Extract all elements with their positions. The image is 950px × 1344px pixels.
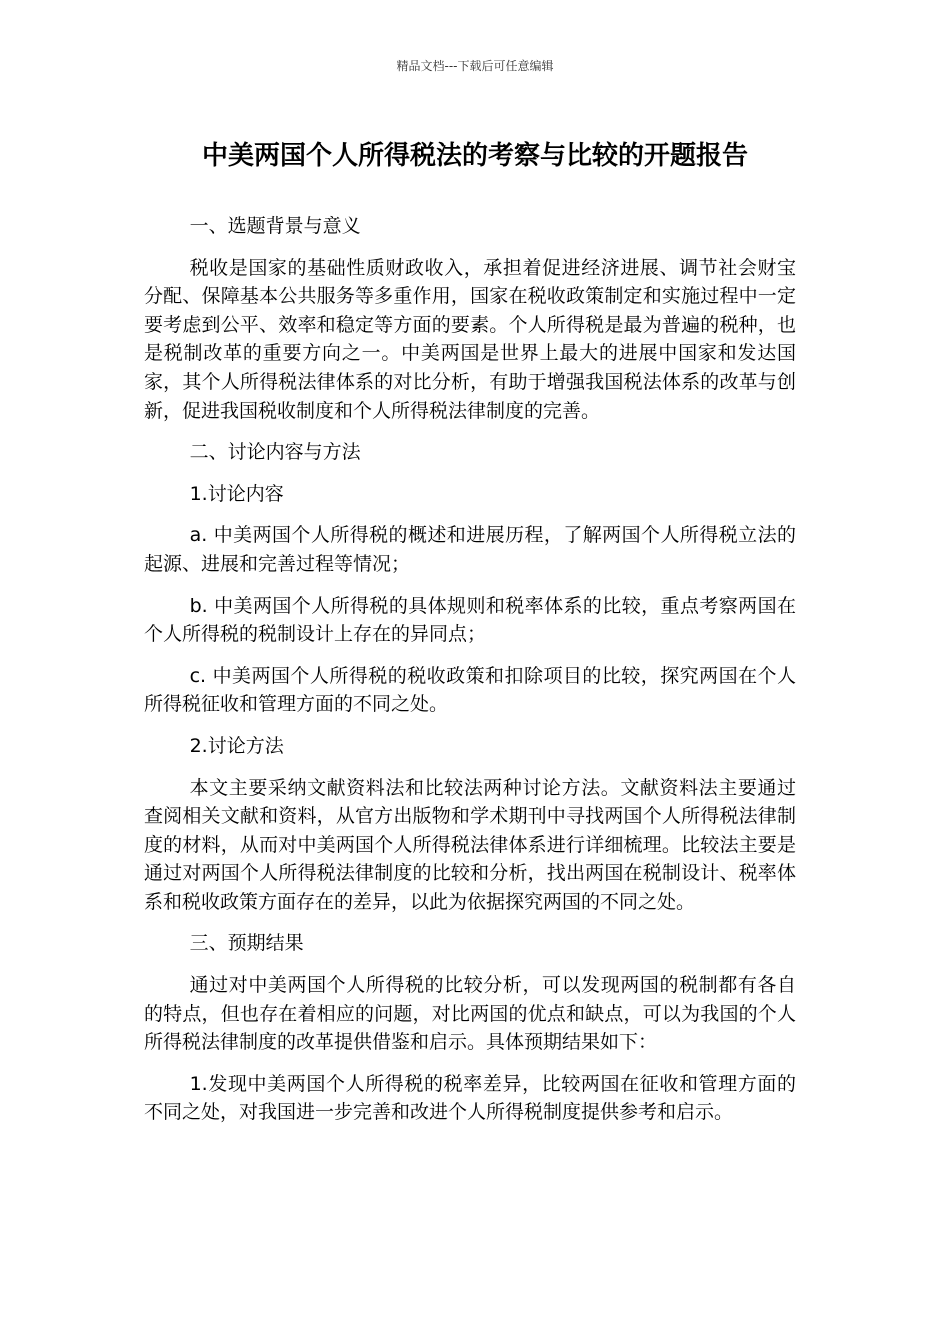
document-body <box>144 212 796 1140</box>
section-heading-content-method: 二、讨论内容与方法 <box>189 441 361 464</box>
subheading-content: 1.讨论内容 <box>189 482 284 505</box>
subheading-method: 2.讨论方法 <box>189 734 284 757</box>
list-item-b: b. 中美两国个人所得税的具体规则和税率体系的比较，重点考察两国在个人所得税的税制设计上存在的异同点； <box>144 594 796 646</box>
section-heading-expected-results: 三、预期结果 <box>189 932 304 955</box>
paragraph-method: 本文主要采纳文献资料法和比较法两种讨论方法。文献资料法主要通过查阅相关文献和资料，从官方出版物和学术期刊中寻找两国个人所得税法律制度的材料，从而对中美两国个人所得税法律体系进行详细梳理。比较法主要是通过对两国个人所得税法律制度的比较和分析，找出两国在税制设计、税率体系和税收政策方面存在的差异，以此为依据探究两国的不同之处。 <box>144 776 796 913</box>
list-item-a: a. 中美两国个人所得税的概述和进展历程，了解两国个人所得税立法的起源、进展和完善过程等情况； <box>144 524 796 575</box>
document-title: 中美两国个人所得税法的考察与比较的开题报告 <box>201 141 748 171</box>
section-heading-background: 一、选题背景与意义 <box>189 215 361 237</box>
page-header: 精品文档---下载后可任意编辑 <box>396 59 554 73</box>
paragraph-expected-results: 通过对中美两国个人所得税的比较分析，可以发现两国的税制都有各自的特点，但也存在着相应的问题，对比两国的优点和缺点，可以为我国的个人所得税法律制度的改革提供借鉴和启示。具体预期结果如下： <box>144 974 796 1054</box>
paragraph-result-1: 1.发现中美两国个人所得税的税率差异，比较两国在征收和管理方面的不同之处，对我国进一步完善和改进个人所得税制度提供参考和启示。 <box>144 1072 796 1124</box>
list-item-c: c. 中美两国个人所得税的税收政策和扣除项目的比较，探究两国在个人所得税征收和管理方面的不同之处。 <box>144 664 796 716</box>
paragraph-background: 税收是国家的基础性质财政收入，承担着促进经济进展、调节社会财宝分配、保障基本公共服务等多重作用，国家在税收政策制定和实施过程中一定要考虑到公平、效率和稳定等方面的要素。个人所得税是最为普遍的税种，也是税制改革的重要方向之一。中美两国是世界上最大的进展中国家和发达国家，其个人所得税法律体系的对比分析，有助于增强我国税法体系的改革与创新，促进我国税收制度和个人所得税法律制度的完善。 <box>144 256 796 422</box>
